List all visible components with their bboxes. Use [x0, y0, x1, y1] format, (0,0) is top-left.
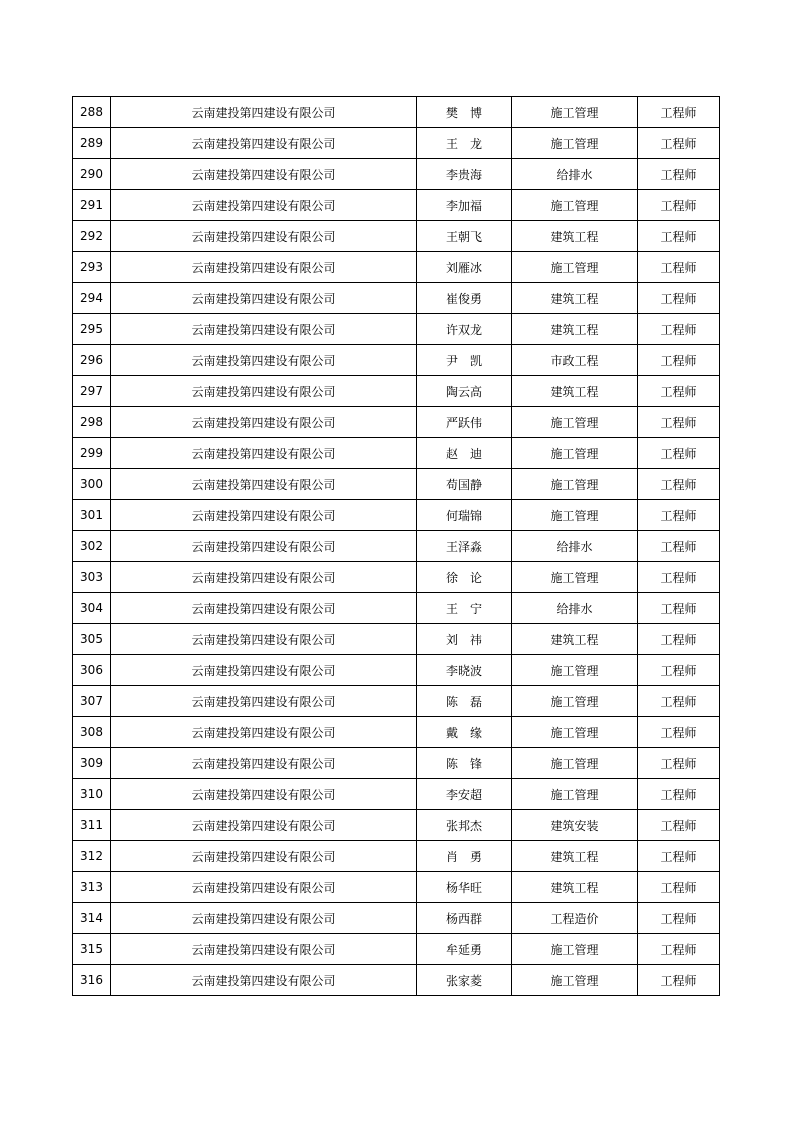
- table-row: [73, 314, 720, 345]
- company-cell: 云南建投第四建设有限公司: [111, 159, 417, 190]
- job-title-cell: 工程师: [638, 190, 720, 221]
- table-row: [73, 531, 720, 562]
- company-cell: 云南建投第四建设有限公司: [111, 407, 417, 438]
- company-cell: 云南建投第四建设有限公司: [111, 500, 417, 531]
- specialty-cell: 施工管理: [512, 686, 638, 717]
- job-title-cell: 工程师: [638, 128, 720, 159]
- company-cell: 云南建投第四建设有限公司: [111, 717, 417, 748]
- person-name-cell: 尹 凯: [417, 345, 512, 376]
- job-title-cell: 工程师: [638, 655, 720, 686]
- company-cell: 云南建投第四建设有限公司: [111, 531, 417, 562]
- job-title-cell: 工程师: [638, 500, 720, 531]
- row-number-cell: 302: [73, 531, 111, 562]
- table-row: [73, 221, 720, 252]
- table-row: [73, 252, 720, 283]
- company-cell: 云南建投第四建设有限公司: [111, 934, 417, 965]
- specialty-cell: 施工管理: [512, 562, 638, 593]
- person-name-cell: 赵 迪: [417, 438, 512, 469]
- roster-table: [72, 96, 720, 996]
- table-row: [73, 686, 720, 717]
- row-number-cell: 298: [73, 407, 111, 438]
- row-number-cell: 288: [73, 97, 111, 128]
- job-title-cell: 工程师: [638, 376, 720, 407]
- person-name-cell: 陶云高: [417, 376, 512, 407]
- table-row: [73, 748, 720, 779]
- job-title-cell: 工程师: [638, 252, 720, 283]
- job-title-cell: 工程师: [638, 469, 720, 500]
- specialty-cell: 施工管理: [512, 97, 638, 128]
- table-row: [73, 593, 720, 624]
- row-number-cell: 292: [73, 221, 111, 252]
- row-number-cell: 305: [73, 624, 111, 655]
- person-name-cell: 崔俊勇: [417, 283, 512, 314]
- table-row: [73, 190, 720, 221]
- specialty-cell: 施工管理: [512, 190, 638, 221]
- person-name-cell: 杨华旺: [417, 872, 512, 903]
- company-cell: 云南建投第四建设有限公司: [111, 252, 417, 283]
- job-title-cell: 工程师: [638, 283, 720, 314]
- row-number-cell: 307: [73, 686, 111, 717]
- row-number-cell: 308: [73, 717, 111, 748]
- specialty-cell: 施工管理: [512, 655, 638, 686]
- specialty-cell: 施工管理: [512, 934, 638, 965]
- company-cell: 云南建投第四建设有限公司: [111, 221, 417, 252]
- specialty-cell: 施工管理: [512, 469, 638, 500]
- job-title-cell: 工程师: [638, 314, 720, 345]
- specialty-cell: 市政工程: [512, 345, 638, 376]
- job-title-cell: 工程师: [638, 686, 720, 717]
- row-number-cell: 309: [73, 748, 111, 779]
- job-title-cell: 工程师: [638, 593, 720, 624]
- row-number-cell: 314: [73, 903, 111, 934]
- row-number-cell: 304: [73, 593, 111, 624]
- table-row: [73, 841, 720, 872]
- row-number-cell: 297: [73, 376, 111, 407]
- table-row: [73, 903, 720, 934]
- company-cell: 云南建投第四建设有限公司: [111, 841, 417, 872]
- table-row: [73, 655, 720, 686]
- table-row: [73, 717, 720, 748]
- company-cell: 云南建投第四建设有限公司: [111, 345, 417, 376]
- specialty-cell: 施工管理: [512, 128, 638, 159]
- person-name-cell: 杨西群: [417, 903, 512, 934]
- specialty-cell: 施工管理: [512, 407, 638, 438]
- table-row: [73, 97, 720, 128]
- specialty-cell: 建筑工程: [512, 841, 638, 872]
- person-name-cell: 许双龙: [417, 314, 512, 345]
- specialty-cell: 施工管理: [512, 748, 638, 779]
- row-number-cell: 316: [73, 965, 111, 996]
- person-name-cell: 肖 勇: [417, 841, 512, 872]
- table-row: [73, 562, 720, 593]
- table-row: [73, 128, 720, 159]
- row-number-cell: 313: [73, 872, 111, 903]
- specialty-cell: 施工管理: [512, 779, 638, 810]
- specialty-cell: 施工管理: [512, 252, 638, 283]
- company-cell: 云南建投第四建设有限公司: [111, 376, 417, 407]
- table-row: [73, 283, 720, 314]
- row-number-cell: 303: [73, 562, 111, 593]
- company-cell: 云南建投第四建设有限公司: [111, 686, 417, 717]
- specialty-cell: 施工管理: [512, 500, 638, 531]
- person-name-cell: 徐 论: [417, 562, 512, 593]
- company-cell: 云南建投第四建设有限公司: [111, 624, 417, 655]
- row-number-cell: 315: [73, 934, 111, 965]
- person-name-cell: 牟延勇: [417, 934, 512, 965]
- row-number-cell: 295: [73, 314, 111, 345]
- company-cell: 云南建投第四建设有限公司: [111, 779, 417, 810]
- company-cell: 云南建投第四建设有限公司: [111, 283, 417, 314]
- job-title-cell: 工程师: [638, 624, 720, 655]
- person-name-cell: 苟国静: [417, 469, 512, 500]
- table-row: [73, 624, 720, 655]
- person-name-cell: 李安超: [417, 779, 512, 810]
- person-name-cell: 陈 锋: [417, 748, 512, 779]
- row-number-cell: 310: [73, 779, 111, 810]
- company-cell: 云南建投第四建设有限公司: [111, 469, 417, 500]
- table-row: [73, 872, 720, 903]
- job-title-cell: 工程师: [638, 438, 720, 469]
- job-title-cell: 工程师: [638, 221, 720, 252]
- row-number-cell: 289: [73, 128, 111, 159]
- row-number-cell: 306: [73, 655, 111, 686]
- person-name-cell: 王 宁: [417, 593, 512, 624]
- table-row: [73, 345, 720, 376]
- job-title-cell: 工程师: [638, 407, 720, 438]
- person-name-cell: 刘雁冰: [417, 252, 512, 283]
- company-cell: 云南建投第四建设有限公司: [111, 965, 417, 996]
- job-title-cell: 工程师: [638, 531, 720, 562]
- job-title-cell: 工程师: [638, 345, 720, 376]
- company-cell: 云南建投第四建设有限公司: [111, 872, 417, 903]
- company-cell: 云南建投第四建设有限公司: [111, 438, 417, 469]
- job-title-cell: 工程师: [638, 779, 720, 810]
- row-number-cell: 311: [73, 810, 111, 841]
- specialty-cell: 施工管理: [512, 438, 638, 469]
- person-name-cell: 严跃伟: [417, 407, 512, 438]
- person-name-cell: 樊 博: [417, 97, 512, 128]
- person-name-cell: 刘 祎: [417, 624, 512, 655]
- company-cell: 云南建投第四建设有限公司: [111, 593, 417, 624]
- person-name-cell: 陈 磊: [417, 686, 512, 717]
- company-cell: 云南建投第四建设有限公司: [111, 190, 417, 221]
- person-name-cell: 李贵海: [417, 159, 512, 190]
- company-cell: 云南建投第四建设有限公司: [111, 903, 417, 934]
- person-name-cell: 张家菱: [417, 965, 512, 996]
- row-number-cell: 301: [73, 500, 111, 531]
- specialty-cell: 建筑工程: [512, 314, 638, 345]
- specialty-cell: 施工管理: [512, 965, 638, 996]
- row-number-cell: 291: [73, 190, 111, 221]
- job-title-cell: 工程师: [638, 872, 720, 903]
- specialty-cell: 给排水: [512, 531, 638, 562]
- person-name-cell: 李晓波: [417, 655, 512, 686]
- row-number-cell: 300: [73, 469, 111, 500]
- company-cell: 云南建投第四建设有限公司: [111, 97, 417, 128]
- specialty-cell: 建筑工程: [512, 376, 638, 407]
- job-title-cell: 工程师: [638, 903, 720, 934]
- row-number-cell: 312: [73, 841, 111, 872]
- specialty-cell: 建筑安装: [512, 810, 638, 841]
- job-title-cell: 工程师: [638, 159, 720, 190]
- job-title-cell: 工程师: [638, 717, 720, 748]
- row-number-cell: 299: [73, 438, 111, 469]
- company-cell: 云南建投第四建设有限公司: [111, 655, 417, 686]
- row-number-cell: 290: [73, 159, 111, 190]
- job-title-cell: 工程师: [638, 965, 720, 996]
- person-name-cell: 王朝飞: [417, 221, 512, 252]
- company-cell: 云南建投第四建设有限公司: [111, 128, 417, 159]
- company-cell: 云南建投第四建设有限公司: [111, 562, 417, 593]
- company-cell: 云南建投第四建设有限公司: [111, 810, 417, 841]
- table-row: [73, 376, 720, 407]
- specialty-cell: 建筑工程: [512, 624, 638, 655]
- specialty-cell: 建筑工程: [512, 221, 638, 252]
- person-name-cell: 李加福: [417, 190, 512, 221]
- table-row: [73, 965, 720, 996]
- specialty-cell: 给排水: [512, 593, 638, 624]
- specialty-cell: 建筑工程: [512, 283, 638, 314]
- person-name-cell: 王泽淼: [417, 531, 512, 562]
- specialty-cell: 施工管理: [512, 717, 638, 748]
- row-number-cell: 293: [73, 252, 111, 283]
- table-row: [73, 779, 720, 810]
- person-name-cell: 王 龙: [417, 128, 512, 159]
- table-row: [73, 810, 720, 841]
- specialty-cell: 建筑工程: [512, 872, 638, 903]
- table-row: [73, 469, 720, 500]
- job-title-cell: 工程师: [638, 841, 720, 872]
- job-title-cell: 工程师: [638, 748, 720, 779]
- table-row: [73, 407, 720, 438]
- row-number-cell: 294: [73, 283, 111, 314]
- person-name-cell: 戴 缘: [417, 717, 512, 748]
- roster-table-body: [73, 97, 720, 996]
- table-row: [73, 934, 720, 965]
- job-title-cell: 工程师: [638, 810, 720, 841]
- specialty-cell: 给排水: [512, 159, 638, 190]
- job-title-cell: 工程师: [638, 562, 720, 593]
- row-number-cell: 296: [73, 345, 111, 376]
- table-row: [73, 159, 720, 190]
- person-name-cell: 张邦杰: [417, 810, 512, 841]
- person-name-cell: 何瑞锦: [417, 500, 512, 531]
- specialty-cell: 工程造价: [512, 903, 638, 934]
- table-row: [73, 438, 720, 469]
- job-title-cell: 工程师: [638, 934, 720, 965]
- company-cell: 云南建投第四建设有限公司: [111, 314, 417, 345]
- company-cell: 云南建投第四建设有限公司: [111, 748, 417, 779]
- table-row: [73, 500, 720, 531]
- job-title-cell: 工程师: [638, 97, 720, 128]
